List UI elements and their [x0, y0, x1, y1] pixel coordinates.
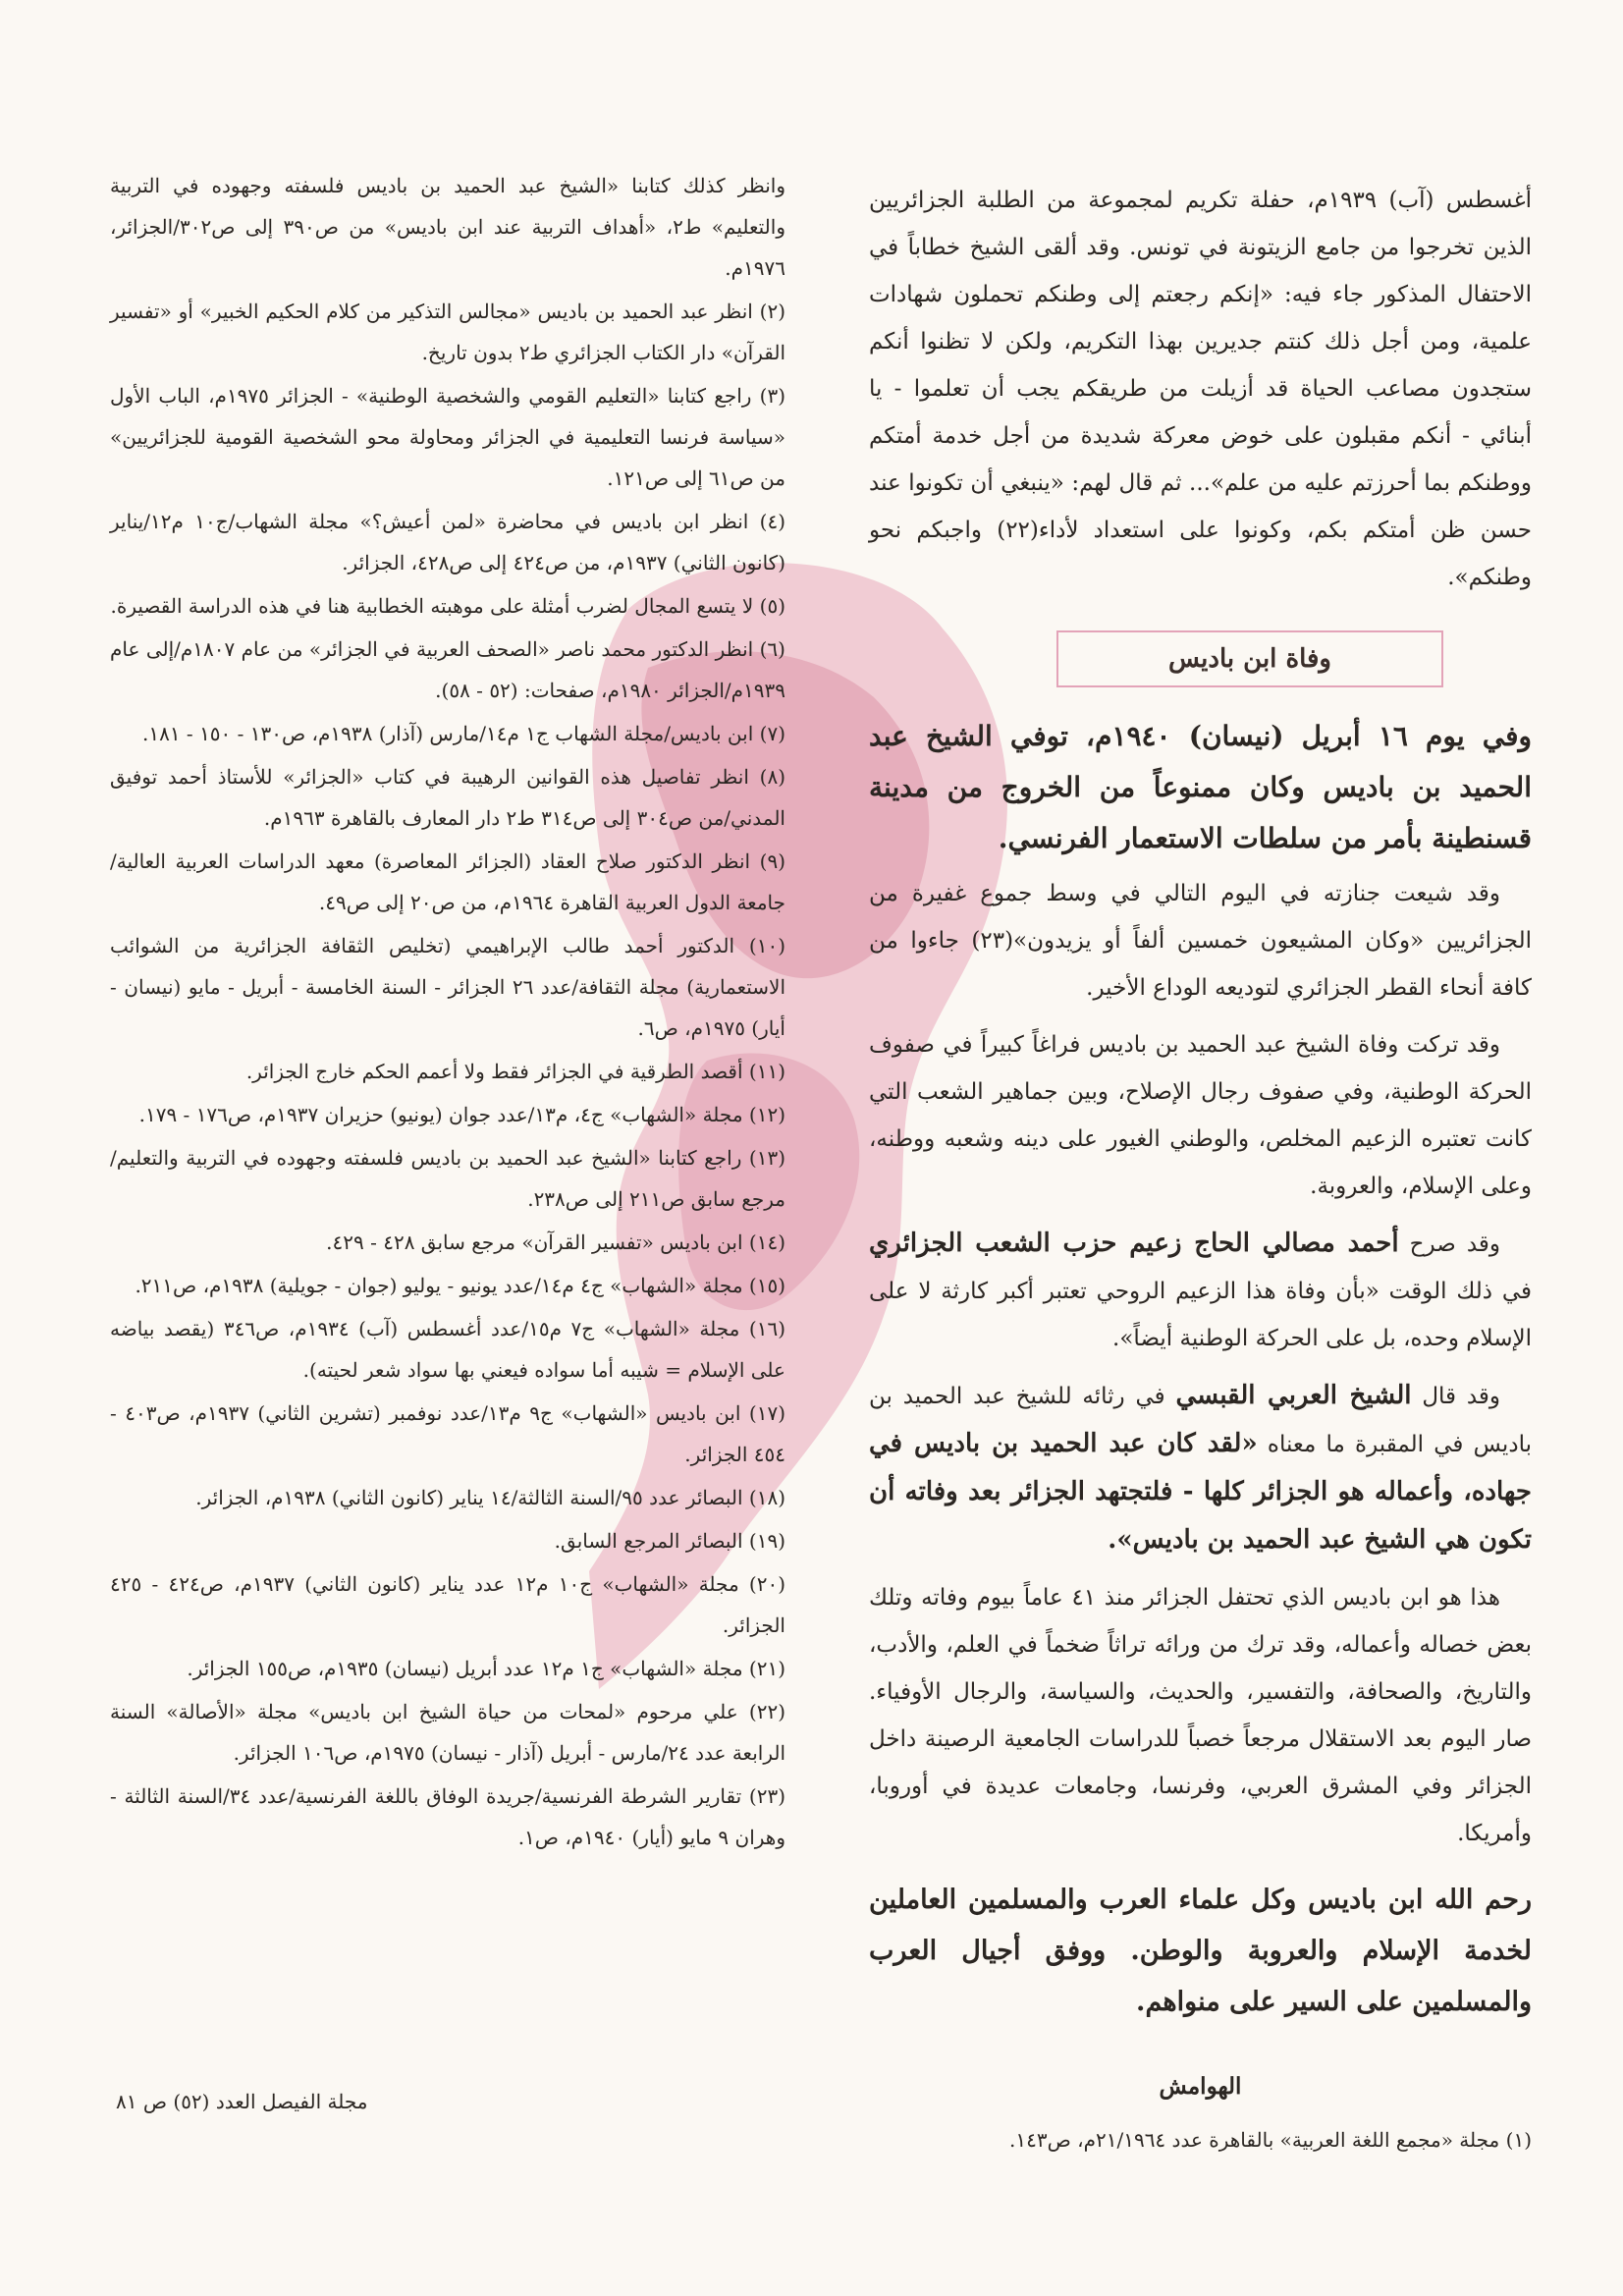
footnote-item: (٧) ابن باديس/مجلة الشهاب ج١ م١٤/مارس (آذار) ١٩٣٨م، ص١٣٠ - ١٥٠ - ١٨١.	[141, 722, 785, 745]
footnote-item: وانظر كذلك كتابنا «الشيخ عبد الحميد بن باديس فلسفته وجهوده في التربية والتعليم» ط٢، «أهداف التربية عند ابن باديس» من ص٣٩٠ إلى ص٣٠٢/الجزائر، ١٩٧٦م.	[110, 174, 785, 280]
messali-name: أحمد مصالي الحاج زعيم حزب الشعب الجزائري	[869, 1229, 1399, 1258]
qabsi-lead: وقد قال	[1422, 1384, 1501, 1409]
funeral-paragraph: وقد شيعت جنازته في اليوم التالي في وسط جموع غفيرة من الجزائريين «وكان المشيعون خمسين ألفاً أو يزيدون»(٢٣) جاءوا من كافة أنحاء القطر الجزائري لتوديعه الوداع الأخير.	[869, 881, 1532, 1001]
section-title: وفاة ابن باديس	[1167, 644, 1331, 674]
qabsi-mid: في رثائه للشيخ عبد الحميد بن باديس في المقبرة ما معناه	[869, 1384, 1532, 1457]
footnote-item: (١٢) مجلة «الشهاب» ج٤، م١٣/عدد جوان (يونيو) حزيران ١٩٣٧م، ص١٧٦ - ١٧٩.	[138, 1103, 785, 1126]
footnote-item: (١٠) الدكتور أحمد طالب الإبراهيمي (تخليص الثقافة الجزائرية من الشوائب الاستعمارية) مجلة الثقافة/عدد ٢٦ الجزائر - السنة الخامسة - أبريل - مايو (نيسان - أيار) ١٩٧٥م، ص٦.	[110, 934, 785, 1040]
legacy-paragraph: وقد تركت وفاة الشيخ عبد الحميد بن باديس فراغاً كبيراً في صفوف الحركة الوطنية، وفي صفوف رجال الإصلاح، وبين جماهير الشعب التي كانت تعتبره الزعيم المخلص، والوطني الغيور على دينه وشعبه ووطنه، وعلى الإسلام، والعروبة.	[869, 1032, 1532, 1199]
article-intro-paragraph: أغسطس (آب) ١٩٣٩م، حفلة تكريم لمجموعة من الطلبة الجزائريين الذين تخرجوا من جامع الزيتونة في تونس. وقد ألقى الشيخ خطاباً في الاحتفال المذكور جاء فيه: «إنكم رجعتم إلى وطنكم تحملون شهادات علمية، ومن أجل ذلك كنتم جديرين بهذا التكريم، ولكن لا تظنوا أنكم ستجدون مصاعب الحياة قد أزيلت من طريقكم يجب أن تعلموا - يا أبنائي - أنكم مقبلون على خوض معركة شديدة من أجل خدمة أمتكم ووطنكم بما أحرزتم عليه من علم»... ثم قال لهم: «ينبغي أن تكونوا عند حسن ظن أمتكم بكم، وكونوا على استعداد لأداء(٢٢) واجبكم نحو وطنكم».	[869, 188, 1533, 590]
lead-paragraph: وفي يوم ١٦ أبريل (نيسان) ١٩٤٠م، توفي الشيخ عبد الحميد بن باديس وكان ممنوعاً من الخروج من مدينة قسنطينة بأمر من سلطات الاستعمار الفرنسي.	[869, 720, 1532, 854]
footnote-1: (١) مجلة «مجمع اللغة العربية» بالقاهرة عدد ٢١/١٩٦٤م، ص١٤٣.	[1009, 2128, 1532, 2152]
page-footer: مجلة الفيصل العدد (٥٢) ص ٨١	[116, 2090, 368, 2113]
qabsi-name: الشيخ العربي القبسي	[1175, 1381, 1412, 1410]
heritage-paragraph: هذا هو ابن باديس الذي تحتفل الجزائر منذ ٤١ عاماً بيوم وفاته وتلك بعض خصاله وأعماله، وقد ترك من ورائه تراثاً ضخماً في العلم، والأدب، والتاريخ، والصحافة، والتفسير، والحديث، والسياسة، والرجال الأوفياء. صار اليوم بعد الاستقلال مرجعاً خصباً للدراسات الجامعية الرصينة داخل الجزائر وفي المشرق العربي، وفرنسا، وجامعات عديدة في أوروبا، وأمريكا.	[869, 1585, 1532, 1846]
main-article-column	[869, 177, 1532, 2162]
footnotes-title: الهوامش	[1159, 2073, 1242, 2100]
closing-paragraph: رحم الله ابن باديس وكل علماء العرب والمسلمين العاملين لخدمة الإسلام والعروبة والوطن. ووفق أجيال العرب والمسلمين على السير على منواهم.	[869, 1885, 1532, 2017]
footnote-item: (٢٣) تقارير الشرطة الفرنسية/جريدة الوفاق باللغة الفرنسية/عدد ٣٤/السنة الثالثة - وهران ٩ مايو (أيار) ١٩٤٠م، ص١.	[110, 1784, 785, 1849]
footnote-item: (١٦) مجلة «الشهاب» ج٧ م١٥/عدد أغسطس (آب) ١٩٣٤م، ص٣٤٦ (يقصد بياضه على الإسلام = شيبه أما سواده فيعني بها سواد شعر لحيته).	[110, 1317, 785, 1382]
qabsi-quote: «لقد كان عبد الحميد بن باديس في جهاده، وأعماله هو الجزائر كلها - فلتجتهد الجزائر بعد وفاته أن تكون هي الشيخ عبد الحميد بن باديس».	[869, 1429, 1532, 1555]
footnote-item: (٢٠) مجلة «الشهاب» ج١٠ م١٢ عدد يناير (كانون الثاني) ١٩٣٧م، ص٤٢٤ - ٤٢٥ الجزائر.	[110, 1572, 786, 1637]
messali-quote: في ذلك الوقت «بأن وفاة هذا الزعيم الروحي تعتبر أكبر كارثة لا على الإسلام وحده، بل على الحركة الوطنية أيضاً».	[869, 1279, 1532, 1351]
footnote-item: (٢) انظر عبد الحميد بن باديس «مجالس التذكير من كلام الحكيم الخبير» أو «تفسير القرآن» دار الكتاب الجزائري ط٢ بدون تاريخ.	[110, 300, 785, 364]
footnote-item: (١٤) ابن باديس «تفسير القرآن» مرجع سابق ٤٢٨ - ٤٢٩.	[326, 1230, 785, 1254]
footnote-item: (٤) انظر ابن باديس في محاضرة «لمن أعيش؟» مجلة الشهاب/ج١٠ م١٢/يناير (كانون الثاني) ١٩٣٧م، من ص٤٢٤ إلى ص٤٢٨، الجزائر.	[110, 510, 785, 574]
footnote-item: (٢٢) علي مرحوم «لمحات من حياة الشيخ ابن باديس» مجلة «الأصالة» السنة الرابعة عدد ٢٤/مارس - أبريل (آذار - نيسان) ١٩٧٥م، ص١٠٦ الجزائر.	[110, 1700, 785, 1765]
footnote-item: (١٥) مجلة «الشهاب» ج٤ م١٤/عدد يونيو - يوليو (جوان - جويلية) ١٩٣٨م، ص٢١١.	[135, 1274, 785, 1297]
messali-paragraph	[869, 1220, 1532, 1362]
footnote-item: (١٧) ابن باديس «الشهاب» ج٩ م١٣/عدد نوفمبر (تشرين الثاني) ١٩٣٧م، ص٤٠٣ - ٤٥٤ الجزائر.	[110, 1401, 786, 1466]
footnotes-list	[110, 165, 785, 1858]
footnote-item: (١٣) راجع كتابنا «الشيخ عبد الحميد بن باديس فلسفته وجهوده في التربية والتعليم/مرجع سابق ص٢١١ إلى ص٢٣٨.	[110, 1146, 785, 1211]
footnotes-column	[110, 165, 785, 1860]
qabsi-paragraph	[869, 1372, 1532, 1564]
footnote-item: (٩) انظر الدكتور صلاح العقاد (الجزائر المعاصرة) معهد الدراسات العربية العالية/جامعة الدول العربية القاهرة ١٩٦٤م، من ص٢٠ إلى ص٤٩.	[110, 849, 785, 914]
footnote-item: (١١) أقصد الطرقية في الجزائر فقط ولا أعمم الحكم خارج الجزائر.	[245, 1060, 785, 1083]
section-title-box	[1056, 630, 1443, 687]
footnote-item: (٢١) مجلة «الشهاب» ج١ م١٢ عدد أبريل (نيسان) ١٩٣٥م، ص١٥٥ الجزائر.	[187, 1657, 785, 1680]
messali-lead: وقد صرح	[1409, 1231, 1500, 1257]
footnote-item: (٨) انظر تفاصيل هذه القوانين الرهيبة في كتاب «الجزائر» للأستاذ أحمد توفيق المدني/من ص٣٠٤ إلى ص٣١٤ ط٢ دار المعارف بالقاهرة ١٩٦٣م.	[110, 765, 785, 830]
footnote-item: (١٩) البصائر المرجع السابق.	[554, 1529, 785, 1553]
footnote-item: (٦) انظر الدكتور محمد ناصر «الصحف العربية في الجزائر» من عام ١٨٠٧م/إلى عام ١٩٣٩م/الجزائر ١٩٨٠م، صفحات: (٥٢ - ٥٨).	[110, 637, 785, 702]
footnote-item: (٣) راجع كتابنا «التعليم القومي والشخصية الوطنية» - الجزائر ١٩٧٥م، الباب الأول «سياسة فرنسا التعليمية في الجزائر ومحاولة محو الشخصية القومية للجزائريين» من ص٦١ إلى ص١٢١.	[110, 384, 785, 490]
footnote-item: (٥) لا يتسع المجال لضرب أمثلة على موهبته الخطابية هنا في هذه الدراسة القصيرة.	[110, 594, 785, 618]
footnote-item: (١٨) البصائر عدد ٩٥/السنة الثالثة/١٤ يناير (كانون الثاني) ١٩٣٨م، الجزائر.	[195, 1486, 785, 1509]
